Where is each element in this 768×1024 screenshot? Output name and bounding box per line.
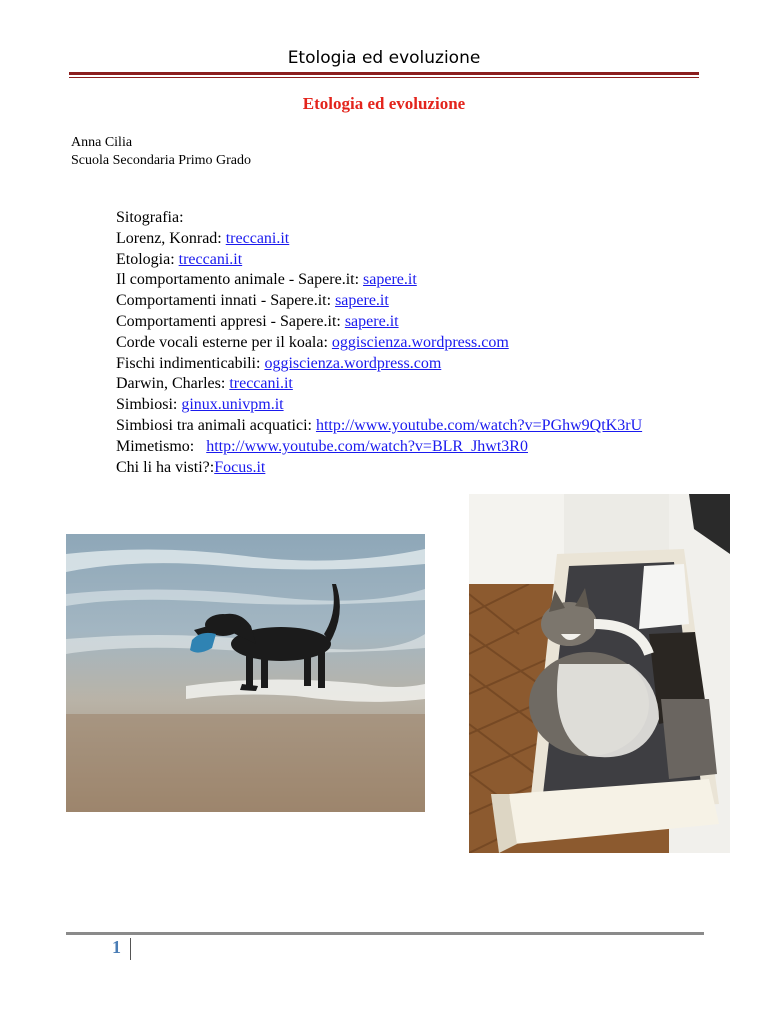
page-number: 1 <box>112 937 121 957</box>
entry-link[interactable]: oggiscienza.wordpress.com <box>331 333 509 351</box>
cat-drawer-photo <box>469 494 730 853</box>
entry-label: Comportamenti appresi - Sapere.it: <box>116 312 345 330</box>
sitografia-entry <box>116 333 642 354</box>
sitografia-entry <box>116 270 642 291</box>
header-rule-thick <box>69 72 699 75</box>
sitografia-entry <box>116 250 642 271</box>
entry-link[interactable]: treccani.it <box>229 375 293 393</box>
sitografia-entry <box>116 395 642 416</box>
sitografia-entry <box>116 229 642 250</box>
entry-label: Corde vocali esterne per il koala: <box>116 333 332 351</box>
entry-label: Comportamenti innati - Sapere.it: <box>116 292 336 310</box>
sitografia-entry <box>116 354 642 375</box>
entry-link[interactable]: Focus.it <box>214 458 266 476</box>
entry-link[interactable]: ginux.univpm.it <box>181 396 284 414</box>
sitografia-entry <box>116 458 642 479</box>
author-block <box>71 134 251 170</box>
entry-label: Fischi indimenticabili: <box>116 354 265 372</box>
entry-label: Simbiosi tra animali acquatici: <box>116 416 316 434</box>
dog-beach-photo <box>66 534 425 812</box>
sitografia-entry <box>116 416 642 437</box>
header-rule-thin <box>69 77 699 78</box>
entry-link[interactable]: treccani.it <box>225 229 290 247</box>
entry-link[interactable]: treccani.it <box>178 250 243 268</box>
entry-label: Darwin, Charles: <box>116 375 230 393</box>
page-number-separator <box>130 938 131 960</box>
entry-link[interactable]: http://www.youtube.com/watch?v=PGhw9QtK3rU <box>315 416 643 434</box>
school-name: Scuola Secondaria Primo Grado <box>71 153 252 168</box>
entry-label: Mimetismo: <box>116 437 207 455</box>
entry-link[interactable]: oggiscienza.wordpress.com <box>264 354 442 372</box>
entry-link[interactable]: http://www.youtube.com/watch?v=BLR_Jhwt3R0 <box>206 437 528 455</box>
document-title: Etologia ed evoluzione <box>302 94 466 113</box>
sitografia-list <box>116 208 642 478</box>
author-name: Anna Cilia <box>71 135 133 150</box>
sitografia-heading: Sitografia: <box>116 209 184 226</box>
sitografia-entry <box>116 437 642 458</box>
sitografia-entry <box>116 312 642 333</box>
entry-label: Chi li ha visti?: <box>116 458 215 476</box>
entry-label: Il comportamento animale - Sapere.it: <box>116 271 364 289</box>
entry-label: Etologia: <box>116 250 179 268</box>
sitografia-entry <box>116 291 642 312</box>
entry-link[interactable]: sapere.it <box>344 312 399 330</box>
entry-link[interactable]: sapere.it <box>335 292 389 310</box>
running-header-title: Etologia ed evoluzione <box>287 48 481 68</box>
entry-link[interactable]: sapere.it <box>363 271 417 289</box>
footer-rule <box>66 932 704 935</box>
entry-label: Lorenz, Konrad: <box>116 229 226 247</box>
sitografia-entry <box>116 374 642 395</box>
entry-label: Simbiosi: <box>116 396 182 414</box>
